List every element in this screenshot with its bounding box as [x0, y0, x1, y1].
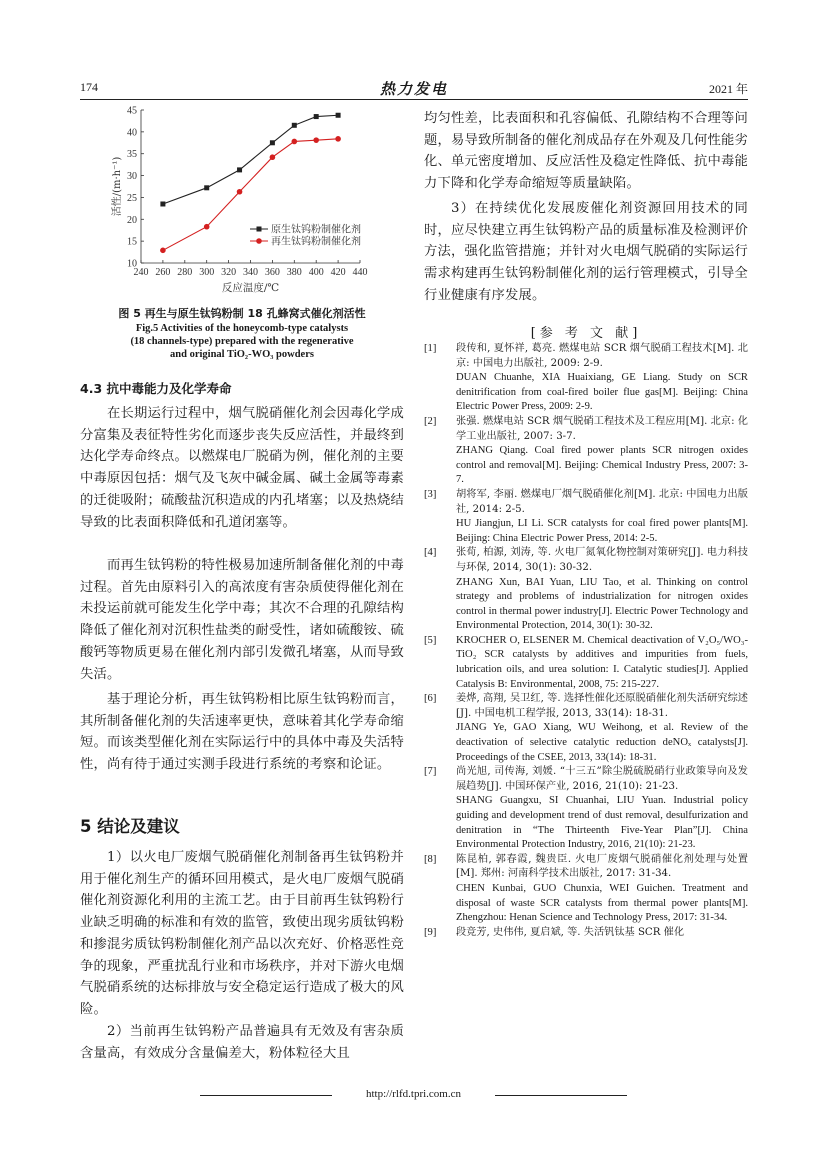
page-header [80, 78, 748, 100]
y-axis-label: 活性/(m·h⁻¹) [112, 156, 123, 217]
x-tick-label: 340 [243, 267, 258, 278]
x-tick-label: 300 [199, 267, 215, 278]
legend-marker [257, 227, 262, 232]
data-point [237, 189, 243, 195]
figure-caption-en-line: and original TiO₂-WO₃ powders [170, 349, 314, 360]
data-point [204, 224, 210, 230]
x-tick-label: 280 [177, 267, 193, 278]
reference-text-en: HU Jiangjun, LI Li. SCR catalysts for coal fired power plants[M]. Beijing: China Electric Power Press, 2014: 2-5. [456, 518, 748, 544]
data-point [270, 140, 275, 145]
references-list [424, 342, 748, 940]
reference-number: [3] [424, 488, 437, 500]
page-footer [200, 1088, 627, 1102]
data-point [314, 114, 319, 119]
data-point [336, 113, 341, 118]
data-point [160, 201, 165, 206]
data-point [204, 185, 209, 190]
reference-item [424, 546, 748, 634]
reference-item [424, 342, 748, 415]
x-tick-label: 240 [133, 267, 149, 278]
paragraph [424, 108, 748, 195]
paragraph-text: 基于理论分析，再生钛钨粉相比原生钛钨粉而言，其所制备催化剂的失活速率更快，意味着其化学寿命缩短。而该类型催化剂在实际运行中的具体中毒及失活特性，尚有待于通过实测手段进行系统的考察和论证。 [80, 692, 404, 773]
reference-number: [2] [424, 415, 437, 427]
reference-number: [9] [424, 926, 437, 938]
references-title: [参 考 文 献] [530, 326, 642, 341]
paragraph-text: 2）当前再生钛钨粉产品普遍具有无效及有害杂质含量高，有效成分含量偏差大，粉体粒径大且 [80, 1024, 404, 1061]
reference-text-en: JIANG Ye, GAO Xiang, WU Weihong, et al. Review of the deactivation of selective catalytic reduction deNOₓ catalysts[J]. Proceedings of the CSEE, 2013, 33(14): 18-31. [456, 722, 748, 763]
reference-text-en: CHEN Kunbai, GUO Chunxia, WEI Guichen. Treatment and disposal of waste SCR catalysts from thermal power plants[M]. Zhengzhou: Henan Science and Technology Press, 2017: 31-34. [456, 882, 748, 924]
x-tick-label: 440 [352, 267, 368, 278]
reference-text-cn: 段竞芳, 史伟伟, 夏启斌, 等. 失活钒钛基 SCR 催化 [456, 926, 685, 938]
reference-number: [1] [424, 343, 437, 354]
reference-item [424, 488, 748, 546]
reference-item [424, 926, 748, 941]
activity-chart-svg [80, 100, 404, 300]
figure-caption-cn: 图 5 再生与原生钛钨粉制 18 孔蜂窝式催化剂活性 [118, 307, 366, 320]
left-column [80, 100, 404, 300]
paragraph [80, 555, 404, 685]
x-axis-label: 反应温度/℃ [221, 282, 280, 294]
figure-caption-en-line: Fig.5 Activities of the honeycomb-type catalysts [135, 323, 349, 334]
reference-text-cn: 段传和, 夏怀祥, 葛亮. 燃煤电站 SCR 烟气脱硝工程技术[M]. 北京: 中国电力出版社, 2009: 2-9. [456, 343, 748, 369]
reference-item [424, 692, 748, 765]
reference-text-en: ZHANG Qiang. Coal fired power plants SCR nitrogen oxides control and removal[M]. Beijing: Chemical Industry Press, 2007: 3-7. [456, 445, 748, 486]
paragraph [80, 689, 404, 776]
paragraph [424, 198, 748, 307]
paragraph [80, 1021, 404, 1064]
legend-marker [256, 238, 262, 244]
paragraph-text: 3）在持续优化发展废催化剂资源回用技术的同时，应尽快建立再生钛钨粉产品的质量标准及检测评价方法，强化监管措施；并针对火电烟气脱硝的实际运行需求构建再生钛钨粉制催化剂的运行管理模式，引导全行业健康有序发展。 [424, 201, 748, 303]
data-point [313, 137, 319, 143]
reference-text-cn: 张荀, 柏源, 刘涛, 等. 火电厂氮氧化物控制对策研究[J]. 电力科技与环保, 2014, 30(1): 30-32. [456, 547, 748, 573]
paragraph-text: 1）以火电厂废烟气脱硝催化剂制备再生钛钨粉并用于催化剂生产的循环回用模式，是火电厂废烟气脱硝催化剂资源化利用的主流工艺。由于目前再生钛钨粉行业缺乏明确的标准和有效的监管，致使出现劣质钛钨粉和掺混劣质钛钨粉制催化剂产品以次充好、价格恶性竞争的现象，严重扰乱行业和市场秩序，并对下游火电烟气脱硝系统的达标排放与安全稳定运行造成了极大的风险。 [80, 850, 404, 1017]
reference-number: [6] [424, 693, 437, 705]
data-point [335, 136, 341, 142]
reference-number: [8] [424, 853, 437, 865]
data-point [160, 248, 166, 254]
data-point [292, 139, 298, 145]
journal-title: 热力发电 [379, 80, 448, 98]
reference-text-en: SHANG Guangxu, SI Chuanhai, LIU Yuan. Industrial policy guiding and development trend of dust removal, desulfurization and denitration in “The Thirteenth Five-Year Plan”[J]. China Environmental Protection Industry, 2016, 21(10): 21-23. [456, 795, 748, 851]
paragraph [80, 847, 404, 1021]
x-tick-label: 320 [221, 267, 237, 278]
y-tick-label: 35 [127, 149, 137, 161]
reference-number: [7] [424, 766, 437, 778]
y-tick-label: 20 [127, 214, 137, 226]
y-tick-label: 10 [127, 258, 137, 270]
y-tick-label: 45 [127, 105, 137, 117]
paragraph-text: 均匀性差，比表面积和孔容偏低、孔隙结构不合理等问题，易导致所制备的催化剂成品存在外观及几何性能劣化、单元密度增加、反应活性及稳定性降低、抗中毒能力下降和化学寿命缩短等质量缺陷。 [424, 111, 748, 192]
x-tick-label: 360 [264, 267, 280, 278]
page-number: 174 [80, 80, 98, 94]
reference-text-cn: 姜烨, 高翔, 吴卫红, 等. 选择性催化还原脱硝催化剂失活研究综述[J]. 中国电机工程学报, 2013, 33(14): 18-31. [456, 693, 748, 719]
reference-item [424, 415, 748, 488]
reference-text-cn: 胡将军, 李丽. 燃煤电厂烟气脱硝催化剂[M]. 北京: 中国电力出版社, 2014: 2-5. [456, 488, 748, 515]
reference-text-cn: 尚光旭, 司传海, 刘媛. “十三五”除尘脱硫脱硝行业政策导向及发展趋势[J]. 中国环保产业, 2016, 21(10): 21-23. [456, 766, 748, 792]
section-5-title: 5 结论及建议 [80, 817, 180, 836]
series-line-1 [163, 115, 338, 204]
issue-year: 2021 年 [708, 82, 748, 96]
paragraph-text: 而再生钛钨粉的特性极易加速所制备催化剂的中毒过程。首先由原料引入的高浓度有害杂质使得催化剂在未投运前就可能发生化学中毒；其次不合理的孔隙结构降低了催化剂对沉积性盐类的耐受性，诸如硫酸铵、硫酸钙等物质更易在催化剂内部引发微孔堵塞，从而导致失活。 [80, 558, 404, 682]
reference-text-cn: 陈昆柏, 郭春霞, 魏贵臣. 火电厂废烟气脱硝催化剂处理与处置[M]. 郑州: 河南科学技术出版社, 2017: 31-34. [456, 853, 748, 880]
section-4-3-title: 4.3 抗中毒能力及化学寿命 [80, 381, 232, 396]
paragraph-text: 在长期运行过程中，烟气脱硝催化剂会因毒化学成分富集及表征特性劣化而逐步丧失反应活性，并最终到达化学寿命终点。以燃煤电厂脱硝为例，催化剂的主要中毒原因包括：烟气及飞灰中碱金属、碱土金属等毒素的迁徙吸附；硫酸盐沉积造成的内孔堵塞；以及热烧结导致的比表面积降低和孔道闭塞等。 [80, 406, 404, 530]
data-point [237, 167, 242, 172]
legend-label: 再生钛钨粉制催化剂 [271, 236, 361, 248]
paragraph [80, 403, 404, 533]
reference-item [424, 765, 748, 853]
reference-text-en: ZHANG Xun, BAI Yuan, LIU Tao, et al. Thinking on control strategy and problems of industrialization for nitrogen oxides control in thermal power industry[J]. Electric Power Technology and Environmental Protection, 2014, 30(1): 30-32. [456, 576, 748, 632]
reference-item [424, 634, 748, 692]
data-point [270, 154, 276, 160]
x-tick-label: 420 [330, 267, 346, 278]
y-tick-label: 25 [127, 192, 137, 204]
reference-number: [4] [424, 547, 437, 559]
x-tick-label: 260 [155, 267, 171, 278]
reference-text-en: DUAN Chuanhe, XIA Huaixiang, GE Liang. Study on SCR denitrification from coal-fired boiler flue gas[M]. Beijing: China Electric Power Press, 2009: 2-9. [456, 372, 748, 413]
data-point [292, 123, 297, 128]
figure-caption-en-line: (18 channels-type) prepared with the regenerative [130, 336, 354, 347]
x-tick-label: 380 [286, 267, 302, 278]
activity-chart [80, 100, 404, 300]
reference-number: [5] [424, 634, 437, 646]
reference-text-cn: 张强. 燃煤电站 SCR 烟气脱硝工程技术及工程应用[M]. 北京: 化学工业出版社, 2007: 3-7. [456, 415, 748, 442]
y-tick-label: 30 [127, 171, 137, 183]
legend-label: 原生钛钨粉制催化剂 [271, 224, 361, 236]
footer-url: http://rlfd.tpri.com.cn [365, 1088, 461, 1100]
figure-caption-en [80, 322, 404, 361]
y-tick-label: 40 [127, 127, 137, 139]
x-tick-label: 400 [308, 267, 324, 278]
reference-text-en: KROCHER O, ELSENER M. Chemical deactivation of V₂O₅/WO₃-TiO₂ SCR catalysts by additives and impurities from fuels, lubrication oils, and urea solution: I. Catalytic studies[J]. Applied Catalysis B: Environmental, 2008, 75: 215-227. [456, 634, 748, 690]
footer-rule [495, 1095, 627, 1096]
reference-item [424, 853, 748, 926]
y-tick-label: 15 [127, 236, 137, 248]
